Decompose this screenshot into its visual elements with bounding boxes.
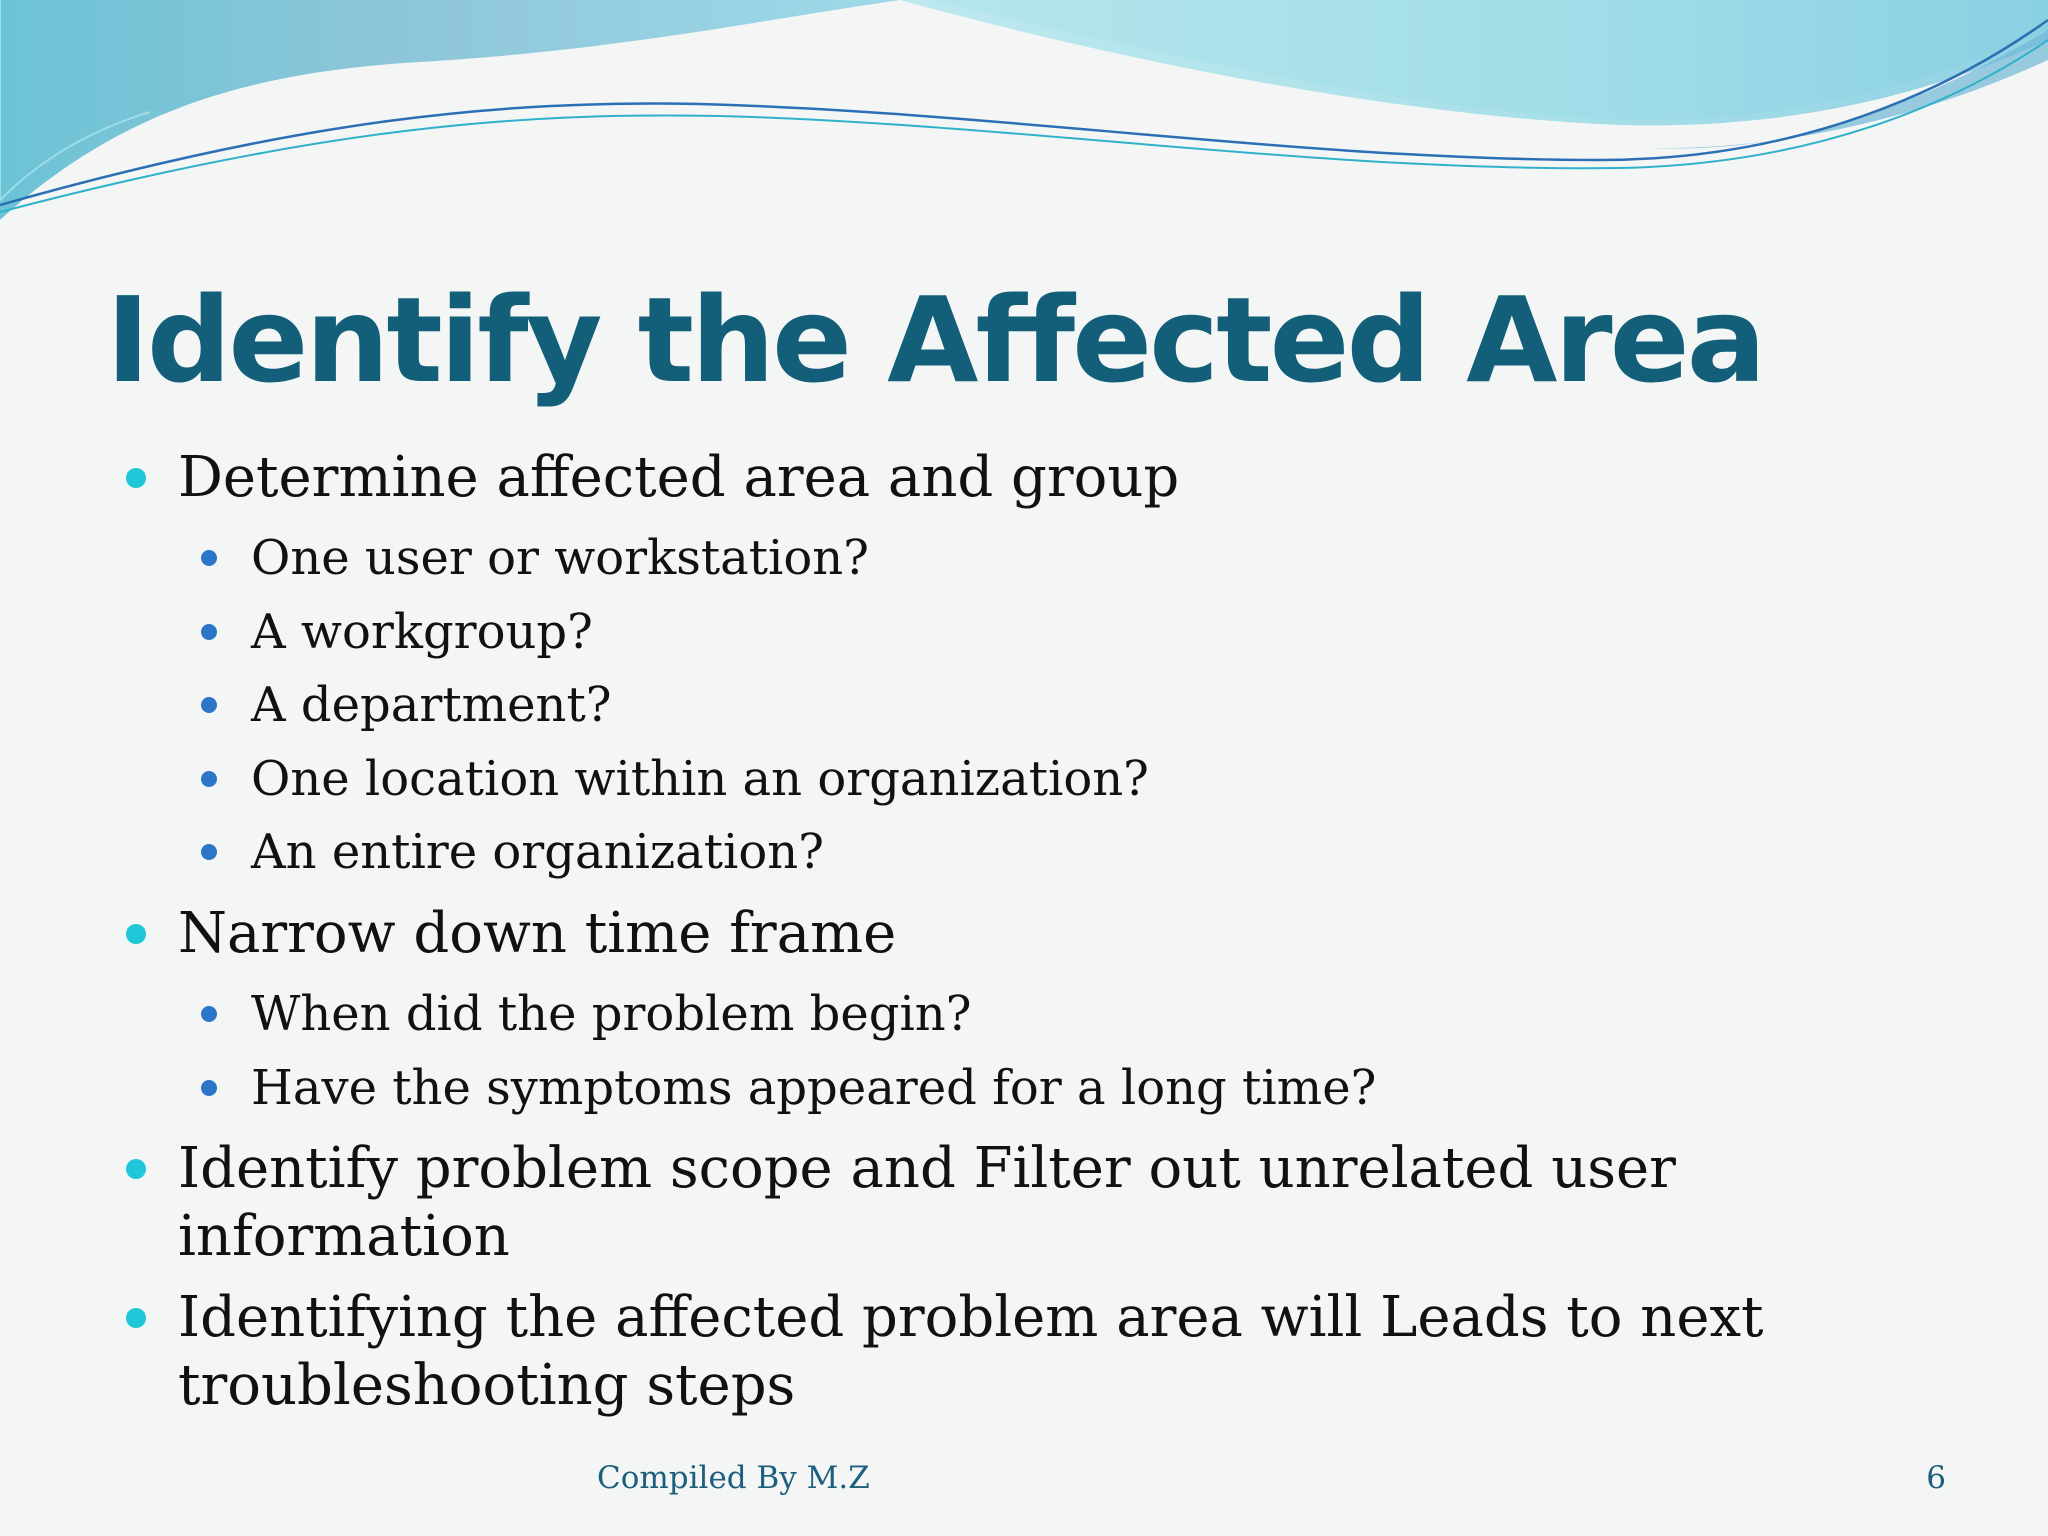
- bullet-text: Narrow down time frame: [178, 900, 897, 966]
- sub-bullet-item: [201, 669, 1926, 743]
- sub-bullet-item: [201, 743, 1926, 817]
- sub-bullet-text: Have the symptoms appeared for a long time?: [251, 1059, 1377, 1116]
- page-number: 6: [1926, 1460, 1946, 1496]
- sub-bullet-dot-icon: [201, 1080, 217, 1096]
- sub-bullet-dot-icon: [201, 1006, 217, 1022]
- sub-bullet-dot-icon: [201, 550, 217, 566]
- sub-bullet-text: A workgroup?: [251, 603, 593, 660]
- bullet-dot-icon: [126, 468, 146, 488]
- bullet-list: [126, 444, 1926, 1420]
- sub-bullet-dot-icon: [201, 624, 217, 640]
- bullet-text: Identifying the affected problem area will Leads to next troubleshooting steps: [178, 1285, 1764, 1419]
- sub-bullet-item: [201, 978, 1926, 1052]
- sub-bullet-text: When did the problem begin?: [251, 985, 972, 1042]
- sub-bullet-text: One location within an organization?: [251, 750, 1149, 807]
- bullet-text: Determine affected area and group: [178, 445, 1180, 510]
- bullet-item: [126, 444, 1926, 512]
- bullet-dot-icon: [126, 1159, 146, 1179]
- sub-bullet-item: [201, 1052, 1926, 1126]
- slide-title: Identify the Affected Area: [106, 271, 1764, 409]
- header-wave-decoration: [0, 0, 2048, 260]
- sub-bullet-dot-icon: [201, 697, 217, 713]
- bullet-item: [126, 1135, 1926, 1271]
- bullet-item: [126, 900, 1926, 968]
- bullet-dot-icon: [126, 1308, 146, 1328]
- sub-bullet-text: A department?: [251, 677, 612, 734]
- sub-bullet-dot-icon: [201, 844, 217, 860]
- sub-bullet-text: An entire organization?: [251, 824, 824, 881]
- bullet-dot-icon: [126, 924, 146, 944]
- sub-bullet-item: [201, 522, 1926, 596]
- sub-bullet-item: [201, 816, 1926, 890]
- bullet-text: Identify problem scope and Filter out unrelated user information: [178, 1136, 1676, 1270]
- bullet-item: [126, 1284, 1926, 1420]
- sub-bullet-text: One user or workstation?: [251, 530, 869, 586]
- footer-author: Compiled By M.Z: [597, 1460, 870, 1496]
- sub-bullet-dot-icon: [201, 771, 217, 787]
- sub-bullet-item: [201, 596, 1926, 670]
